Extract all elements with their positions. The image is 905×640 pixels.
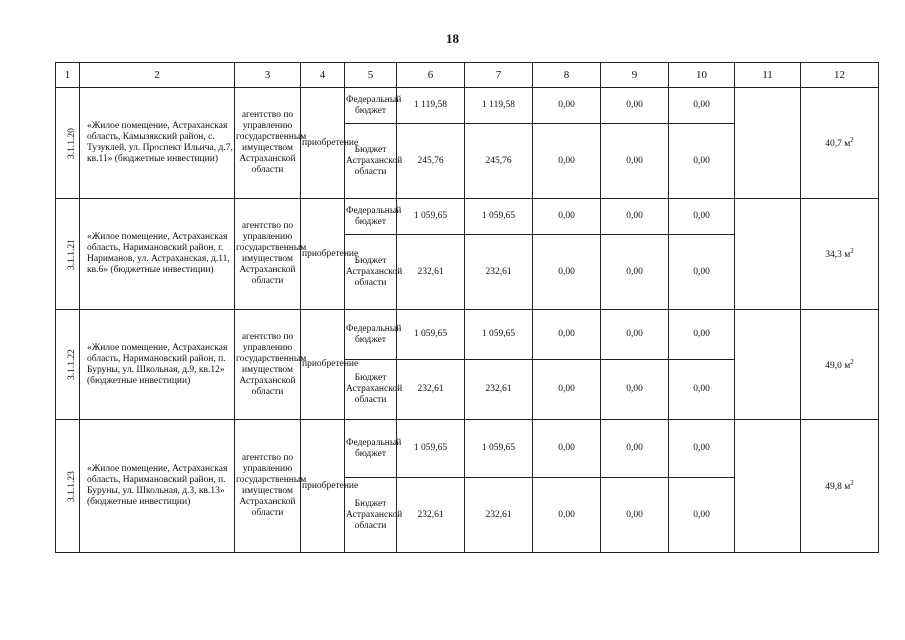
item-code-cell (56, 88, 80, 199)
value-cell: 0,00 (533, 420, 601, 478)
value-cell: 0,00 (669, 124, 735, 199)
value-cell: 0,00 (669, 88, 735, 124)
area-unit-exponent: 2 (850, 479, 854, 488)
area-value: 49,8 м (825, 482, 851, 493)
responsible-agency: агентство по управлению государственным имуществом Астраханской области (235, 199, 301, 310)
responsible-agency: агентство по управлению государственным имуществом Астраханской области (235, 88, 301, 199)
column-header: 6 (397, 63, 465, 88)
value-cell: 0,00 (601, 478, 669, 553)
value-cell: 0,00 (533, 235, 601, 310)
empty-cell (735, 310, 801, 420)
area-unit-exponent: 2 (850, 247, 854, 256)
funding-source: Бюджет Астраханской области (345, 235, 397, 310)
area-unit-exponent: 2 (850, 357, 854, 366)
value-cell: 0,00 (669, 235, 735, 310)
column-header: 9 (601, 63, 669, 88)
value-cell: 232,61 (465, 235, 533, 310)
value-cell: 232,61 (397, 478, 465, 553)
action-type: приобретение (301, 88, 345, 199)
area-cell (801, 88, 879, 199)
area-unit-exponent: 2 (850, 136, 854, 145)
responsible-agency: агентство по управлению государственным имуществом Астраханской области (235, 420, 301, 553)
funding-source: Бюджет Астраханской области (345, 124, 397, 199)
column-header: 4 (301, 63, 345, 88)
funding-source: Бюджет Астраханской области (345, 360, 397, 420)
object-description: «Жилое помещение, Астраханская область, Камызякский район, с. Тузуклей, ул. Проспект Ильича, д.7, кв.11» (бюджетные инвестиции) (80, 88, 235, 199)
column-header: 5 (345, 63, 397, 88)
action-type: приобретение (301, 310, 345, 420)
value-cell: 1 059,65 (397, 199, 465, 235)
responsible-agency: агентство по управлению государственным имуществом Астраханской области (235, 310, 301, 420)
value-cell: 0,00 (533, 360, 601, 420)
column-header: 7 (465, 63, 533, 88)
value-cell: 245,76 (397, 124, 465, 199)
area-value: 40,7 м (825, 139, 851, 150)
area-cell (801, 420, 879, 553)
value-cell: 0,00 (669, 420, 735, 478)
area-cell (801, 310, 879, 420)
action-type: приобретение (301, 199, 345, 310)
value-cell: 1 119,58 (465, 88, 533, 124)
table-row (56, 420, 879, 478)
budget-table (55, 62, 879, 553)
column-header: 10 (669, 63, 735, 88)
value-cell: 0,00 (601, 124, 669, 199)
item-code: 3.1.1.20 (66, 127, 77, 159)
funding-source: Федеральный бюджет (345, 420, 397, 478)
area-value: 49,0 м (825, 361, 851, 372)
value-cell: 245,76 (465, 124, 533, 199)
value-cell: 0,00 (601, 88, 669, 124)
value-cell: 1 059,65 (397, 420, 465, 478)
column-header: 11 (735, 63, 801, 88)
object-description: «Жилое помещение, Астраханская область, Наримановский район, г. Нариманов, ул. Астраханская, д.11, кв.6» (бюджетные инвестиции) (80, 199, 235, 310)
table-row (56, 199, 879, 235)
value-cell: 1 059,65 (465, 199, 533, 235)
value-cell: 232,61 (397, 360, 465, 420)
value-cell: 0,00 (601, 235, 669, 310)
value-cell: 1 059,65 (465, 310, 533, 360)
item-code: 3.1.1.23 (66, 470, 77, 502)
value-cell: 0,00 (533, 478, 601, 553)
column-header: 1 (56, 63, 80, 88)
area-value: 34,3 м (825, 250, 851, 261)
value-cell: 0,00 (669, 478, 735, 553)
item-code-cell (56, 420, 80, 553)
column-header: 8 (533, 63, 601, 88)
value-cell: 0,00 (601, 310, 669, 360)
empty-cell (735, 88, 801, 199)
value-cell: 0,00 (601, 420, 669, 478)
table-row (56, 310, 879, 360)
value-cell: 0,00 (669, 310, 735, 360)
value-cell: 0,00 (533, 310, 601, 360)
header-row (56, 63, 879, 88)
funding-source: Федеральный бюджет (345, 88, 397, 124)
action-type: приобретение (301, 420, 345, 553)
column-header: 12 (801, 63, 879, 88)
value-cell: 0,00 (601, 360, 669, 420)
value-cell: 0,00 (533, 199, 601, 235)
value-cell: 0,00 (533, 88, 601, 124)
empty-cell (735, 420, 801, 553)
value-cell: 232,61 (397, 235, 465, 310)
value-cell: 1 059,65 (465, 420, 533, 478)
value-cell: 232,61 (465, 360, 533, 420)
object-description: «Жилое помещение, Астраханская область, Наримановский район, п. Буруны, ул. Школьная, д.9, кв.12» (бюджетные инвестиции) (80, 310, 235, 420)
value-cell: 0,00 (601, 199, 669, 235)
value-cell: 0,00 (533, 124, 601, 199)
value-cell: 0,00 (669, 360, 735, 420)
column-header: 2 (80, 63, 235, 88)
value-cell: 0,00 (669, 199, 735, 235)
empty-cell (735, 199, 801, 310)
item-code: 3.1.1.22 (66, 349, 77, 380)
funding-source: Федеральный бюджет (345, 310, 397, 360)
object-description: «Жилое помещение, Астраханская область, Наримановский район, п. Буруны, ул. Школьная, д.3, кв.13» (бюджетные инвестиции) (80, 420, 235, 553)
table-row (56, 88, 879, 124)
area-cell (801, 199, 879, 310)
value-cell: 1 119,58 (397, 88, 465, 124)
item-code: 3.1.1.21 (66, 238, 77, 270)
column-header: 3 (235, 63, 301, 88)
item-code-cell (56, 199, 80, 310)
funding-source: Федеральный бюджет (345, 199, 397, 235)
item-code-cell (56, 310, 80, 420)
page-number: 18 (446, 31, 459, 46)
value-cell: 1 059,65 (397, 310, 465, 360)
funding-source: Бюджет Астраханской области (345, 478, 397, 553)
value-cell: 232,61 (465, 478, 533, 553)
